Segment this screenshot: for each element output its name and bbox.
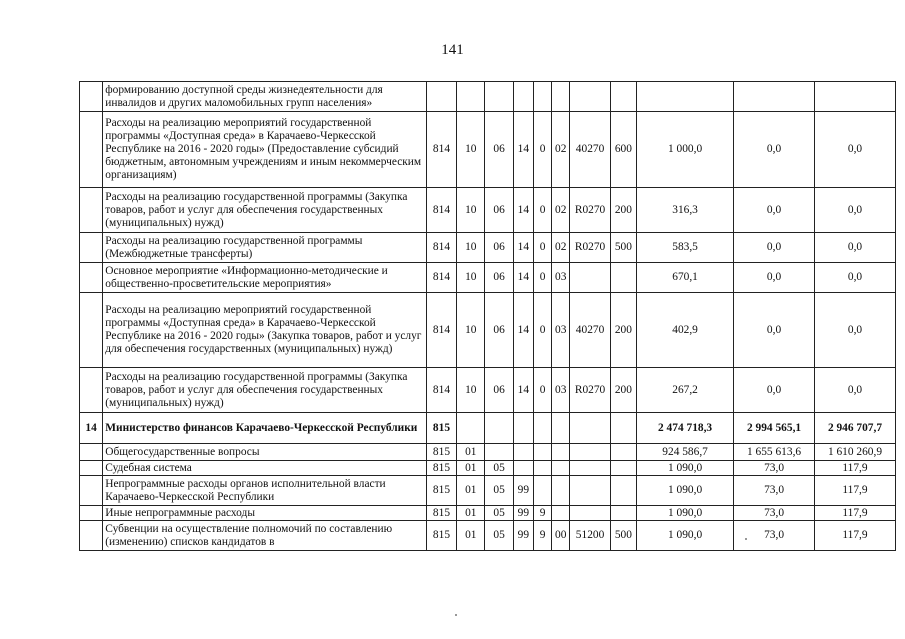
expense-direction-code: 40270 bbox=[570, 293, 610, 368]
table-row bbox=[80, 444, 896, 461]
main-event-code: 02 bbox=[552, 112, 570, 188]
section-code bbox=[457, 82, 485, 112]
section-code: 01 bbox=[457, 476, 485, 506]
row-number bbox=[80, 521, 103, 551]
subsection-code: 05 bbox=[485, 461, 513, 476]
row-description: Судебная система bbox=[103, 461, 427, 476]
amount-col-2: 0,0 bbox=[734, 293, 815, 368]
subprogram-code: 9 bbox=[533, 521, 551, 551]
expense-type-code bbox=[610, 413, 636, 444]
table-row bbox=[80, 521, 896, 551]
ministry-code: 814 bbox=[426, 263, 456, 293]
row-number bbox=[80, 233, 103, 263]
program-code: 14 bbox=[513, 112, 533, 188]
expense-direction-code: R0270 bbox=[570, 233, 610, 263]
amount-col-3: 0,0 bbox=[815, 293, 896, 368]
main-event-code bbox=[552, 476, 570, 506]
amount-col-3: 0,0 bbox=[815, 233, 896, 263]
expense-direction-code bbox=[570, 461, 610, 476]
program-code: 14 bbox=[513, 188, 533, 233]
row-number bbox=[80, 461, 103, 476]
program-code: 14 bbox=[513, 263, 533, 293]
expense-direction-code bbox=[570, 263, 610, 293]
program-code: 14 bbox=[513, 233, 533, 263]
section-code: 10 bbox=[457, 188, 485, 233]
subsection-code bbox=[485, 444, 513, 461]
table-row bbox=[80, 368, 896, 413]
expense-type-code: 500 bbox=[610, 233, 636, 263]
table-row bbox=[80, 263, 896, 293]
amount-col-3 bbox=[815, 82, 896, 112]
ministry-code: 815 bbox=[426, 461, 456, 476]
expense-direction-code bbox=[570, 506, 610, 521]
main-event-code bbox=[552, 461, 570, 476]
row-number bbox=[80, 506, 103, 521]
main-event-code: 03 bbox=[552, 293, 570, 368]
main-event-code bbox=[552, 506, 570, 521]
row-number bbox=[80, 293, 103, 368]
subprogram-code bbox=[533, 444, 551, 461]
ministry-code: 814 bbox=[426, 233, 456, 263]
section-code: 10 bbox=[457, 233, 485, 263]
amount-col-1: 583,5 bbox=[637, 233, 734, 263]
main-event-code: 00 bbox=[552, 521, 570, 551]
table-row bbox=[80, 476, 896, 506]
amount-col-2: 0,0 bbox=[734, 263, 815, 293]
program-code bbox=[513, 444, 533, 461]
section-code: 01 bbox=[457, 506, 485, 521]
ministry-code: 814 bbox=[426, 112, 456, 188]
main-event-code: 03 bbox=[552, 368, 570, 413]
amount-col-3: 2 946 707,7 bbox=[815, 413, 896, 444]
table-row bbox=[80, 188, 896, 233]
expense-direction-code bbox=[570, 444, 610, 461]
program-code bbox=[513, 82, 533, 112]
expense-type-code bbox=[610, 461, 636, 476]
expense-direction-code bbox=[570, 413, 610, 444]
section-code: 01 bbox=[457, 444, 485, 461]
amount-col-1: 1 090,0 bbox=[637, 521, 734, 551]
amount-col-1: 670,1 bbox=[637, 263, 734, 293]
expense-direction-code bbox=[570, 82, 610, 112]
expense-type-code: 200 bbox=[610, 293, 636, 368]
amount-col-3: 117,9 bbox=[815, 521, 896, 551]
expense-direction-code: R0270 bbox=[570, 188, 610, 233]
page-number: 141 bbox=[441, 42, 464, 58]
amount-col-3: 0,0 bbox=[815, 112, 896, 188]
table-row bbox=[80, 293, 896, 368]
ministry-code: 815 bbox=[426, 506, 456, 521]
amount-col-2: 0,0 bbox=[734, 112, 815, 188]
subsection-code: 05 bbox=[485, 521, 513, 551]
expense-direction-code: R0270 bbox=[570, 368, 610, 413]
amount-col-1: 924 586,7 bbox=[637, 444, 734, 461]
amount-col-1: 402,9 bbox=[637, 293, 734, 368]
main-event-code: 02 bbox=[552, 233, 570, 263]
ministry-code: 814 bbox=[426, 293, 456, 368]
expense-type-code bbox=[610, 476, 636, 506]
subsection-code: 06 bbox=[485, 368, 513, 413]
table-row bbox=[80, 461, 896, 476]
ministry-code: 815 bbox=[426, 521, 456, 551]
subprogram-code: 9 bbox=[533, 506, 551, 521]
amount-col-1 bbox=[637, 82, 734, 112]
table-row bbox=[80, 233, 896, 263]
amount-col-2: 73,0 bbox=[734, 476, 815, 506]
row-description: Основное мероприятие «Информационно-методические и общественно-просветительские мероприятия» bbox=[103, 263, 427, 293]
subprogram-code bbox=[533, 413, 551, 444]
ministry-code: 815 bbox=[426, 444, 456, 461]
expense-type-code bbox=[610, 263, 636, 293]
main-event-code bbox=[552, 444, 570, 461]
row-number bbox=[80, 112, 103, 188]
subprogram-code bbox=[533, 476, 551, 506]
table-row bbox=[80, 112, 896, 188]
amount-col-2: 0,0 bbox=[734, 233, 815, 263]
amount-col-2: 2 994 565,1 bbox=[734, 413, 815, 444]
amount-col-1: 1 090,0 bbox=[637, 476, 734, 506]
section-code: 10 bbox=[457, 368, 485, 413]
ministry-code: 815 bbox=[426, 476, 456, 506]
program-code bbox=[513, 461, 533, 476]
program-code: 14 bbox=[513, 293, 533, 368]
program-code: 99 bbox=[513, 521, 533, 551]
row-number bbox=[80, 368, 103, 413]
subprogram-code: 0 bbox=[533, 188, 551, 233]
row-description: Расходы на реализацию государственной программы (Закупка товаров, работ и услуг для обеспечения государственных (муниципальных) нужд) bbox=[103, 188, 427, 233]
row-description: Общегосударственные вопросы bbox=[103, 444, 427, 461]
main-event-code: 02 bbox=[552, 188, 570, 233]
amount-col-2: 73,0 bbox=[734, 506, 815, 521]
subprogram-code: 0 bbox=[533, 233, 551, 263]
expense-type-code: 600 bbox=[610, 112, 636, 188]
expense-direction-code: 51200 bbox=[570, 521, 610, 551]
ministry-code: 814 bbox=[426, 188, 456, 233]
amount-col-3: 117,9 bbox=[815, 476, 896, 506]
expense-type-code bbox=[610, 444, 636, 461]
program-code: 99 bbox=[513, 476, 533, 506]
subsection-code: 05 bbox=[485, 476, 513, 506]
amount-col-3: 117,9 bbox=[815, 461, 896, 476]
section-code: 10 bbox=[457, 112, 485, 188]
row-description: Министерство финансов Карачаево-Черкесской Республики bbox=[103, 413, 427, 444]
amount-col-2: 73,0 bbox=[734, 461, 815, 476]
amount-col-2: 1 655 613,6 bbox=[734, 444, 815, 461]
table-row bbox=[80, 413, 896, 444]
section-code: 10 bbox=[457, 263, 485, 293]
row-number bbox=[80, 444, 103, 461]
subsection-code: 05 bbox=[485, 506, 513, 521]
expense-type-code: 200 bbox=[610, 188, 636, 233]
table-row bbox=[80, 82, 896, 112]
expense-type-code bbox=[610, 506, 636, 521]
subprogram-code bbox=[533, 461, 551, 476]
subsection-code: 06 bbox=[485, 293, 513, 368]
expense-type-code: 200 bbox=[610, 368, 636, 413]
budget-table bbox=[79, 81, 896, 551]
section-code: 01 bbox=[457, 461, 485, 476]
amount-col-1: 1 090,0 bbox=[637, 461, 734, 476]
subprogram-code: 0 bbox=[533, 112, 551, 188]
subprogram-code: 0 bbox=[533, 263, 551, 293]
row-description: Расходы на реализацию государственной программы (Закупка товаров, работ и услуг для обеспечения государственных (муниципальных) нужд) bbox=[103, 368, 427, 413]
amount-col-3: 0,0 bbox=[815, 188, 896, 233]
amount-col-2: 73,0 bbox=[734, 521, 815, 551]
main-event-code bbox=[552, 413, 570, 444]
scan-speck bbox=[455, 614, 457, 616]
amount-col-2: 0,0 bbox=[734, 188, 815, 233]
amount-col-3: 1 610 260,9 bbox=[815, 444, 896, 461]
expense-direction-code: 40270 bbox=[570, 112, 610, 188]
amount-col-3: 117,9 bbox=[815, 506, 896, 521]
subsection-code: 06 bbox=[485, 112, 513, 188]
ministry-code: 814 bbox=[426, 368, 456, 413]
expense-type-code: 500 bbox=[610, 521, 636, 551]
amount-col-3: 0,0 bbox=[815, 368, 896, 413]
subsection-code bbox=[485, 413, 513, 444]
program-code bbox=[513, 413, 533, 444]
subsection-code: 06 bbox=[485, 263, 513, 293]
program-code: 14 bbox=[513, 368, 533, 413]
section-code: 01 bbox=[457, 521, 485, 551]
ministry-code bbox=[426, 82, 456, 112]
table-row bbox=[80, 506, 896, 521]
row-number bbox=[80, 82, 103, 112]
row-description: Расходы на реализацию мероприятий государственной программы «Доступная среда» в Карачаево-Черкесской Республике на 2016 - 2020 годы» (Закупка товаров, работ и услуг для обеспечения государственных (муниципальных) нужд) bbox=[103, 293, 427, 368]
amount-col-2: 0,0 bbox=[734, 368, 815, 413]
row-number bbox=[80, 476, 103, 506]
row-number: 14 bbox=[80, 413, 103, 444]
row-number bbox=[80, 188, 103, 233]
row-description: Расходы на реализацию мероприятий государственной программы «Доступная среда» в Карачаево-Черкесской Республике на 2016 - 2020 годы» (Предоставление субсидий бюджетным, автономным учреждениям и иным некоммерческим организациям) bbox=[103, 112, 427, 188]
amount-col-2 bbox=[734, 82, 815, 112]
subsection-code: 06 bbox=[485, 188, 513, 233]
section-code: 10 bbox=[457, 293, 485, 368]
amount-col-3: 0,0 bbox=[815, 263, 896, 293]
main-event-code: 03 bbox=[552, 263, 570, 293]
expense-type-code bbox=[610, 82, 636, 112]
subsection-code: 06 bbox=[485, 233, 513, 263]
row-description: Субвенции на осуществление полномочий по составлению (изменению) списков кандидатов в bbox=[103, 521, 427, 551]
amount-col-1: 2 474 718,3 bbox=[637, 413, 734, 444]
amount-col-1: 267,2 bbox=[637, 368, 734, 413]
row-number bbox=[80, 263, 103, 293]
subprogram-code: 0 bbox=[533, 293, 551, 368]
ministry-code: 815 bbox=[426, 413, 456, 444]
subprogram-code bbox=[533, 82, 551, 112]
subsection-code bbox=[485, 82, 513, 112]
row-description: формированию доступной среды жизнедеятельности для инвалидов и других маломобильных групп населения» bbox=[103, 82, 427, 112]
expense-direction-code bbox=[570, 476, 610, 506]
scan-speck bbox=[745, 538, 747, 540]
subprogram-code: 0 bbox=[533, 368, 551, 413]
amount-col-1: 1 000,0 bbox=[637, 112, 734, 188]
row-description: Расходы на реализацию государственной программы (Межбюджетные трансферты) bbox=[103, 233, 427, 263]
section-code bbox=[457, 413, 485, 444]
row-description: Иные непрограммные расходы bbox=[103, 506, 427, 521]
main-event-code bbox=[552, 82, 570, 112]
row-description: Непрограммные расходы органов исполнительной власти Карачаево-Черкесской Республики bbox=[103, 476, 427, 506]
amount-col-1: 316,3 bbox=[637, 188, 734, 233]
amount-col-1: 1 090,0 bbox=[637, 506, 734, 521]
program-code: 99 bbox=[513, 506, 533, 521]
